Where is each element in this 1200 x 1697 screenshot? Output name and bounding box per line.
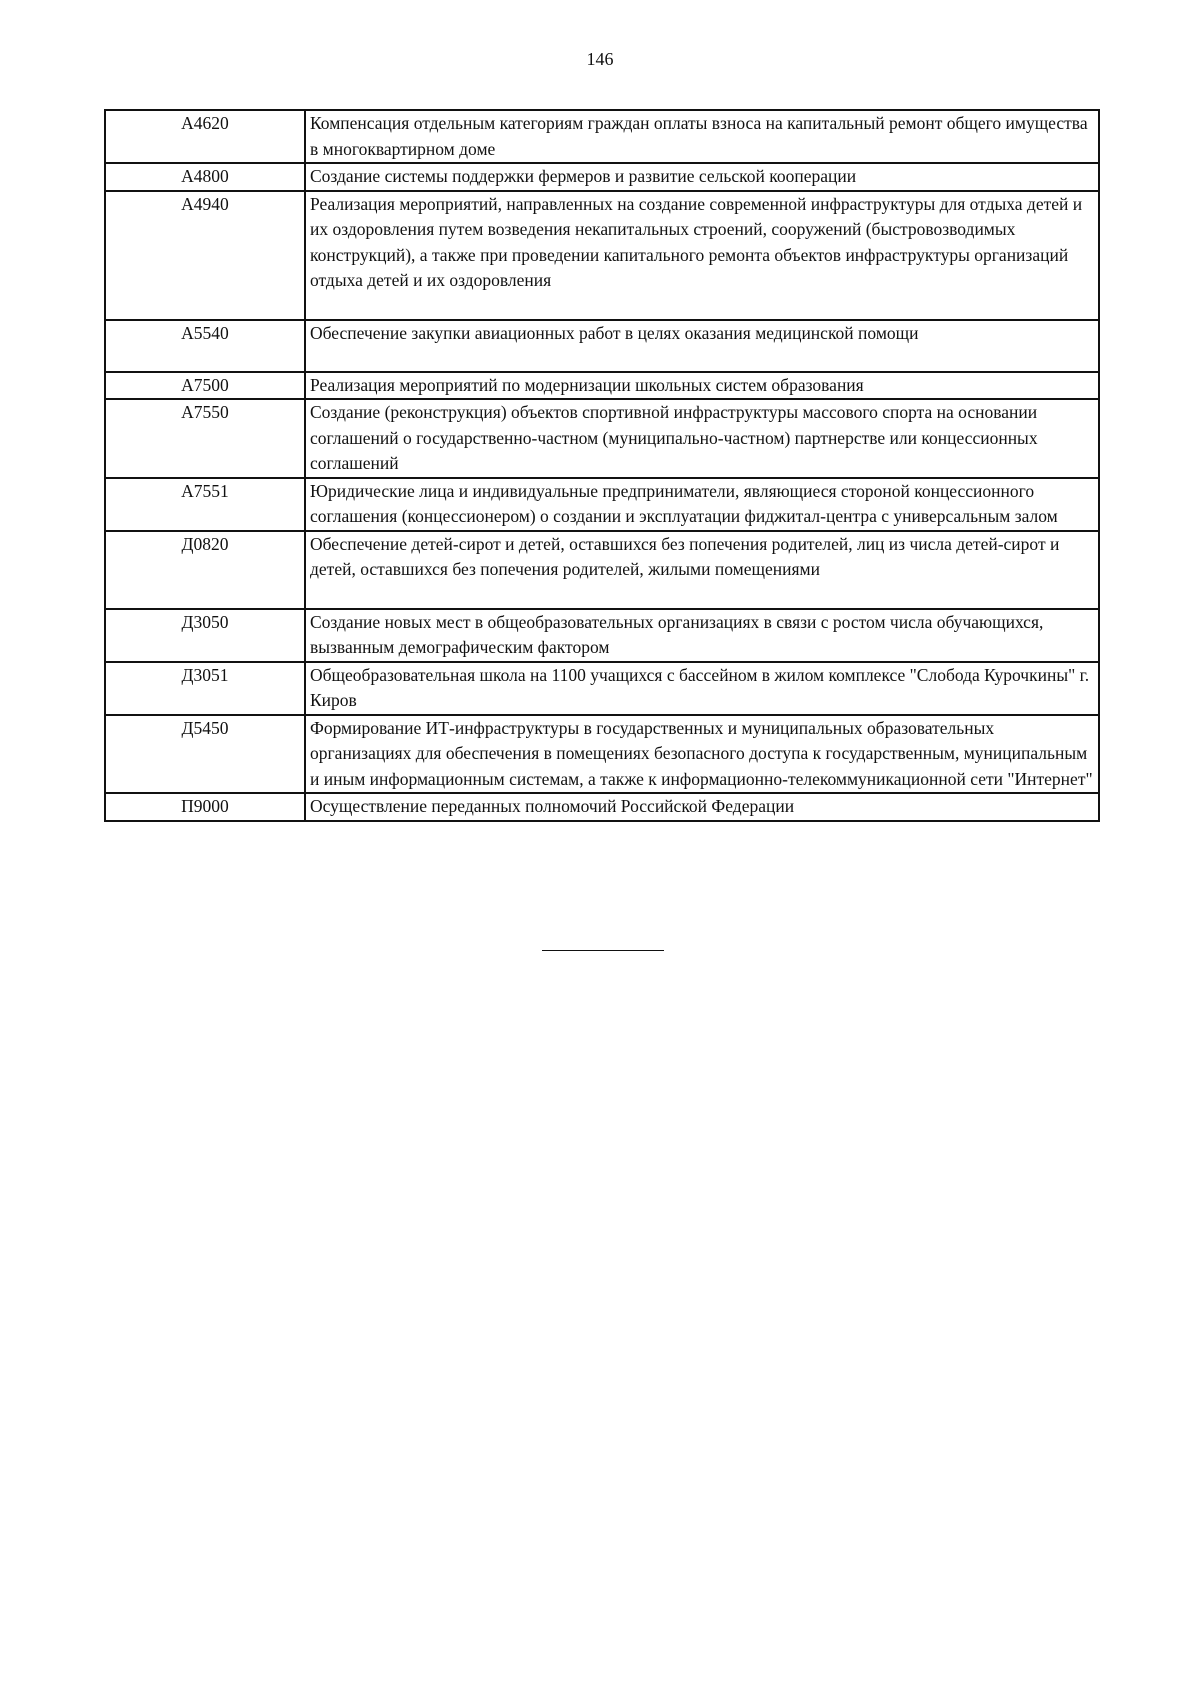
end-divider-line	[542, 950, 664, 951]
row-code: А4620	[105, 110, 305, 163]
table-row	[105, 191, 1099, 320]
row-description: Обеспечение детей-сирот и детей, оставшихся без попечения родителей, лиц из числа детей-сирот и детей, оставшихся без попечения родителей, жилыми помещениями	[305, 531, 1099, 609]
codes-table	[104, 109, 1100, 822]
row-code: Д3051	[105, 662, 305, 715]
row-description: Реализация мероприятий, направленных на создание современной инфраструктуры для отдыха детей и их оздоровления путем возведения некапитальных строений, сооружений (быстровозводимых конструкций), а также при проведении капитального ремонта объектов инфраструктуры организаций отдыха детей и их оздоровления	[305, 191, 1099, 320]
row-description: Реализация мероприятий по модернизации школьных систем образования	[305, 372, 1099, 400]
table-row	[105, 478, 1099, 531]
row-description: Юридические лица и индивидуальные предприниматели, являющиеся стороной концессионного соглашения (концессионером) о создании и эксплуатации фиджитал-центра с универсальным залом	[305, 478, 1099, 531]
table-row	[105, 320, 1099, 372]
row-description: Создание (реконструкция) объектов спортивной инфраструктуры массового спорта на основании соглашений о государственно-частном (муниципально-частном) партнерстве или концессионных соглашений	[305, 399, 1099, 478]
table-row	[105, 793, 1099, 821]
row-code: А7551	[105, 478, 305, 531]
table-row	[105, 662, 1099, 715]
table-row	[105, 399, 1099, 478]
table-row	[105, 715, 1099, 794]
row-code: Д5450	[105, 715, 305, 794]
row-code: А4940	[105, 191, 305, 320]
table-row	[105, 372, 1099, 400]
row-description: Обеспечение закупки авиационных работ в целях оказания медицинской помощи	[305, 320, 1099, 372]
row-code: Д3050	[105, 609, 305, 662]
row-description: Осуществление переданных полномочий Российской Федерации	[305, 793, 1099, 821]
table-row	[105, 531, 1099, 609]
row-code: А5540	[105, 320, 305, 372]
row-description: Компенсация отдельным категориям граждан оплаты взноса на капитальный ремонт общего имущества в многоквартирном доме	[305, 110, 1099, 163]
row-description: Создание новых мест в общеобразовательных организациях в связи с ростом числа обучающихся, вызванным демографическим фактором	[305, 609, 1099, 662]
row-description: Формирование ИТ-инфраструктуры в государственных и муниципальных образовательных организациях для обеспечения в помещениях безопасного доступа к государственным, муниципальным и иным информационным системам, а также к информационно-телекоммуникационной сети "Интернет"	[305, 715, 1099, 794]
table-row	[105, 609, 1099, 662]
row-description: Общеобразовательная школа на 1100 учащихся с бассейном в жилом комплексе "Слобода Курочкины" г. Киров	[305, 662, 1099, 715]
row-code: А4800	[105, 163, 305, 191]
table-row	[105, 163, 1099, 191]
row-code: Д0820	[105, 531, 305, 609]
row-code: А7550	[105, 399, 305, 478]
row-code: А7500	[105, 372, 305, 400]
row-description: Создание системы поддержки фермеров и развитие сельской кооперации	[305, 163, 1099, 191]
table-row	[105, 110, 1099, 163]
row-code: П9000	[105, 793, 305, 821]
page-number: 146	[586, 49, 614, 69]
